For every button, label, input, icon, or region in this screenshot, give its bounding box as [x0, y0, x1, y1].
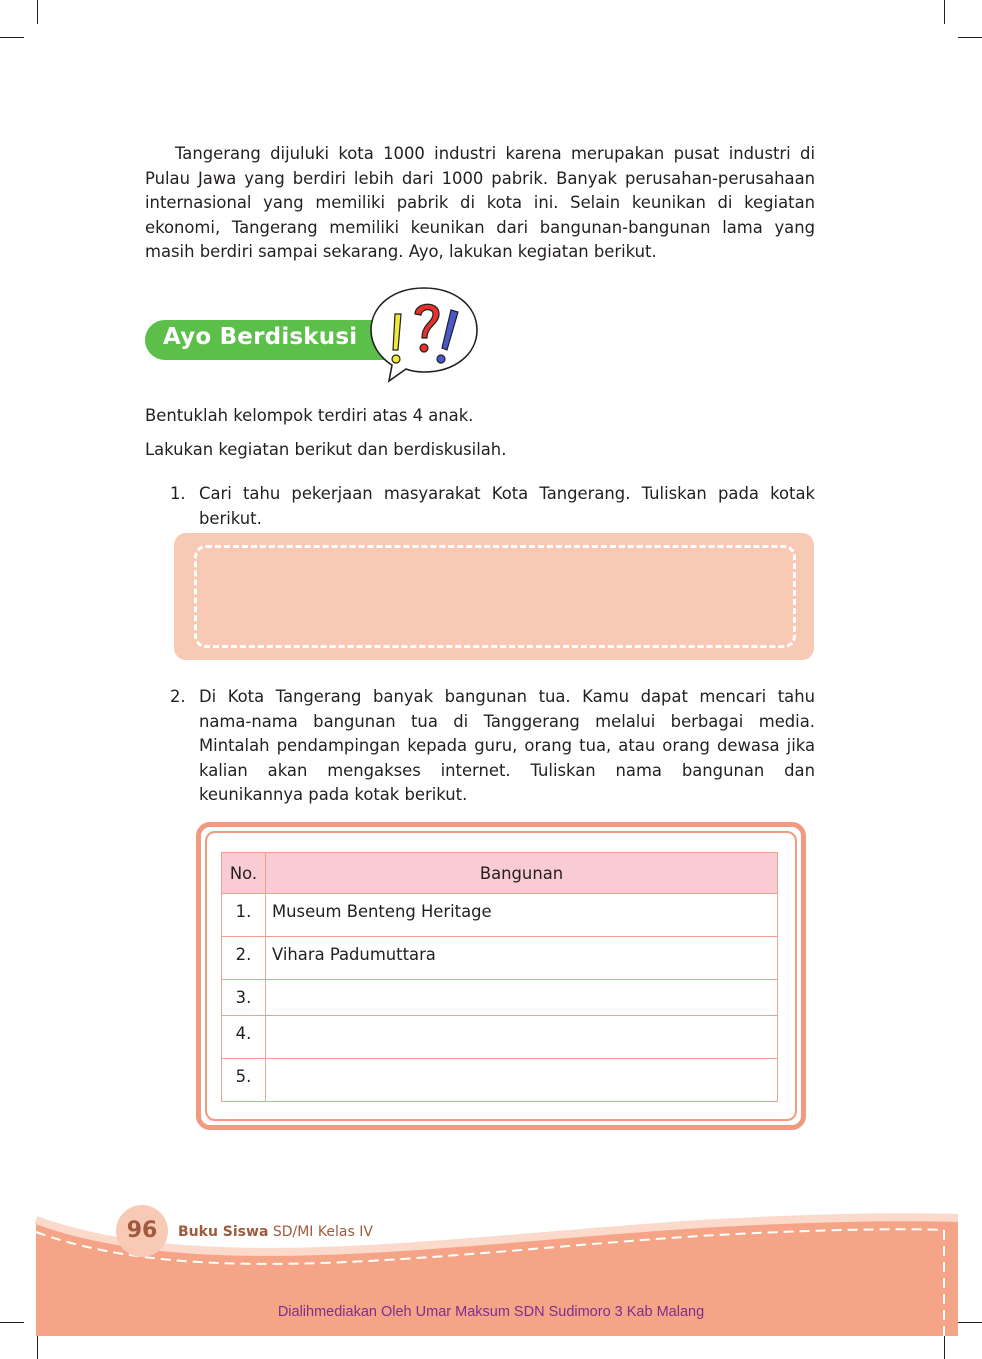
task-text: Di Kota Tangerang banyak bangunan tua. Kamu dapat mencari tahu nama-nama bangunan tua di Tanggerang melalui berbagai media. Mintalah pendampingan kepada guru, orang tua, atau orang dewasa jika kalian akan mengakses internet. Tuliskan nama bangunan dan keunikannya pada kotak berikut.	[199, 687, 815, 805]
table-header-row	[222, 853, 778, 894]
header-no: No.	[222, 853, 266, 894]
task-number: 1.	[170, 484, 186, 503]
heading-text: Ayo Berdiskusi	[163, 324, 358, 350]
book-title	[178, 1224, 373, 1240]
cell-no: 3.	[222, 980, 266, 1016]
answer-box-dashed-border	[194, 545, 796, 648]
table-row	[222, 1059, 778, 1102]
crop-mark	[944, 0, 945, 24]
answer-box-1[interactable]	[174, 533, 814, 660]
cell-no: 1.	[222, 894, 266, 937]
book-title-bold: Buku Siswa	[178, 1224, 269, 1240]
task-text: Cari tahu pekerjaan masyarakat Kota Tangerang. Tuliskan pada kotak berikut.	[199, 484, 815, 528]
book-title-rest: SD/MI Kelas IV	[272, 1224, 373, 1240]
instruction-line-2: Lakukan kegiatan berikut dan berdiskusilah.	[145, 440, 507, 459]
crop-mark	[958, 37, 982, 38]
header-bangunan: Bangunan	[266, 853, 778, 894]
instruction-line-1: Bentuklah kelompok terdiri atas 4 anak.	[145, 406, 474, 425]
crop-mark	[37, 0, 38, 24]
table-row	[222, 1016, 778, 1059]
table-row	[222, 980, 778, 1016]
cell-bangunan[interactable]	[266, 1059, 778, 1102]
task-number: 2.	[170, 687, 186, 706]
task-item-1	[170, 482, 815, 531]
cell-no: 4.	[222, 1016, 266, 1059]
section-heading	[145, 284, 485, 384]
cell-bangunan[interactable]: Vihara Padumuttara	[266, 937, 778, 980]
cell-bangunan[interactable]	[266, 1016, 778, 1059]
cell-bangunan[interactable]: Museum Benteng Heritage	[266, 894, 778, 937]
cell-bangunan[interactable]	[266, 980, 778, 1016]
credit-line: Dialihmediakan Oleh Umar Maksum SDN Sudimoro 3 Kab Malang	[277, 1304, 705, 1320]
intro-paragraph: Tangerang dijuluki kota 1000 industri karena merupakan pusat industri di Pulau Jawa yang berdiri lebih dari 1000 pabrik. Banyak perusahan-perusahaan internasional yang memiliki pabrik di kota ini. Selain keunikan di kegiatan ekonomi, Tangerang memiliki keunikan dari bangunan-bangunan lama yang masih berdiri sampai sekarang. Ayo, lakukan kegiatan berikut.	[145, 144, 815, 262]
cell-no: 5.	[222, 1059, 266, 1102]
buildings-table	[221, 852, 778, 1102]
table-row	[222, 937, 778, 980]
speech-bubble-icon	[367, 284, 482, 384]
table-row	[222, 894, 778, 937]
task-item-2	[170, 685, 815, 808]
page-number: 96	[116, 1205, 168, 1257]
cell-no: 2.	[222, 937, 266, 980]
crop-mark	[0, 37, 24, 38]
